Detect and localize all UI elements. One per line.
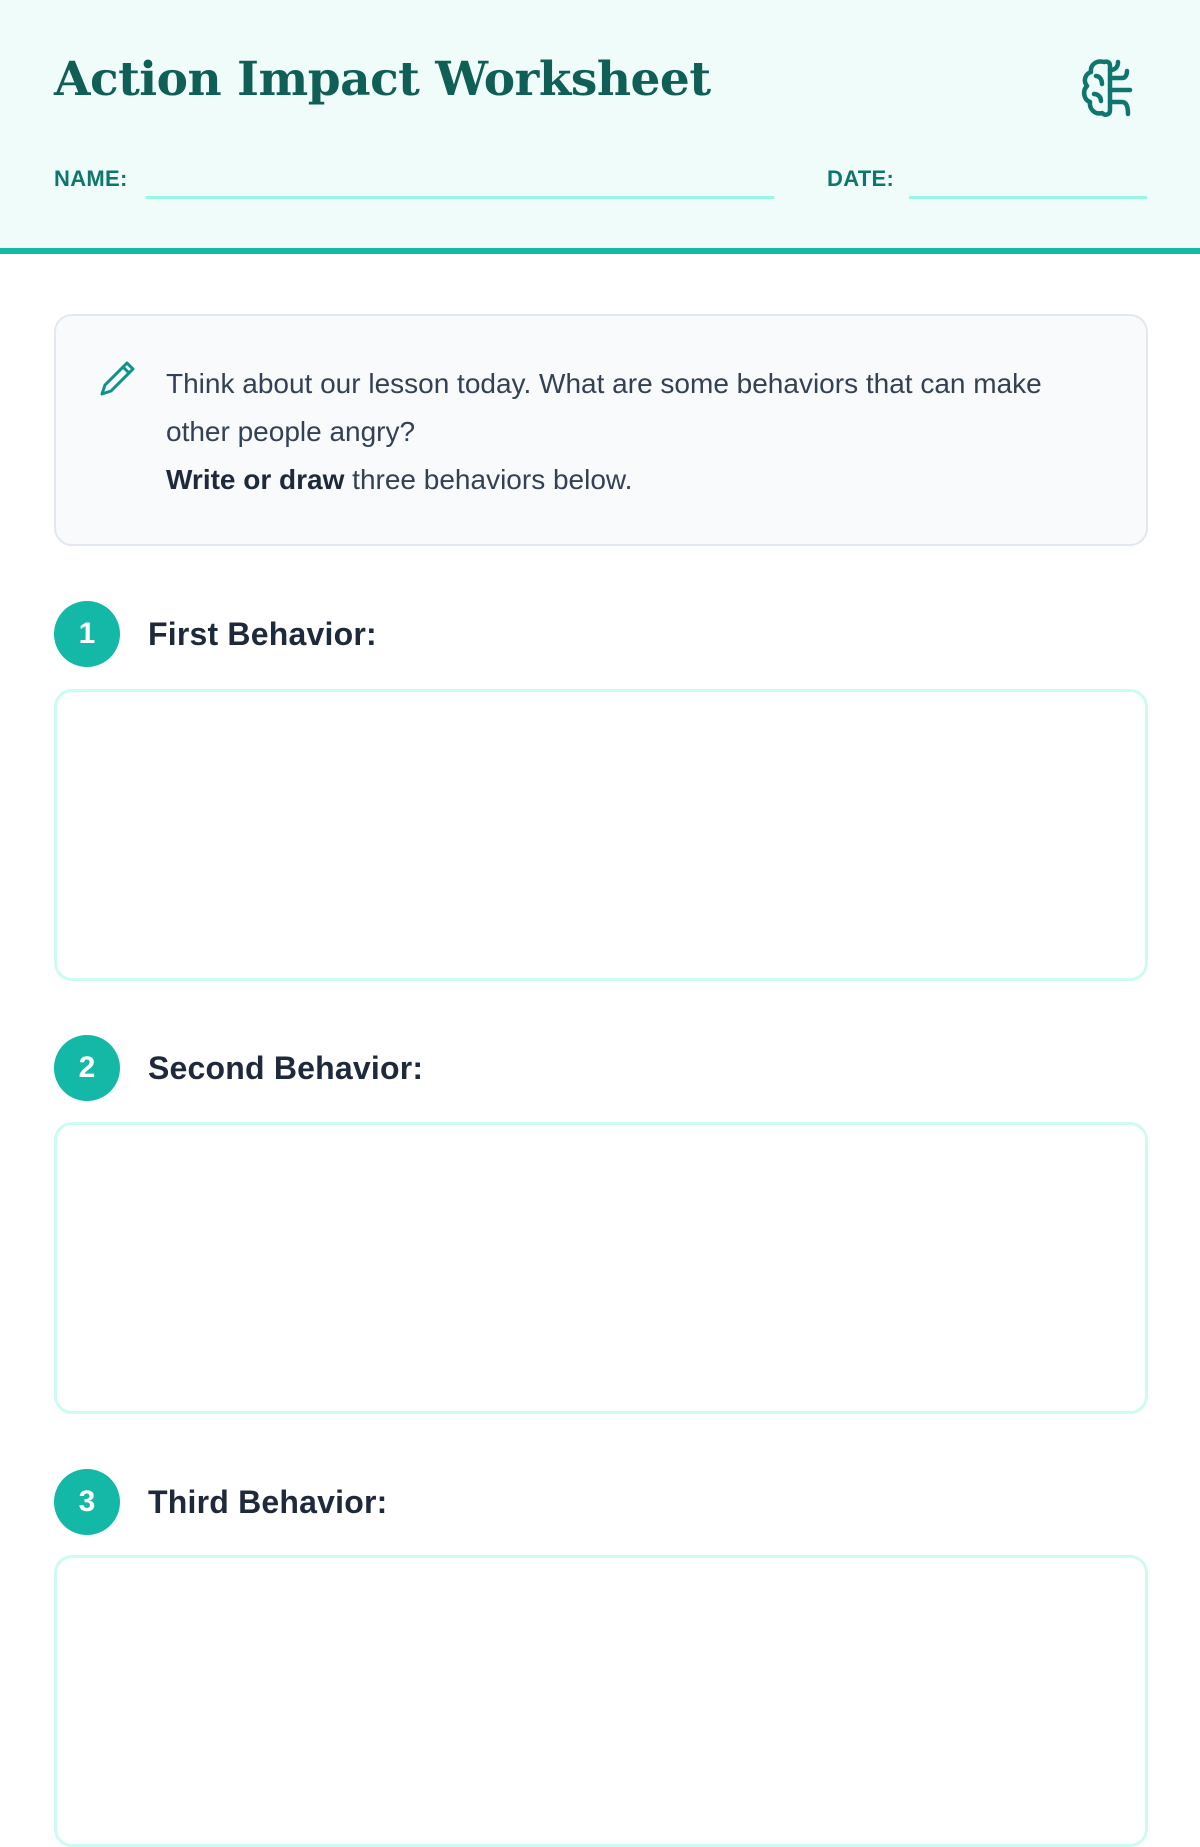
instructions-line-1: Think about our lesson today. What are some behaviors that can make other people angry? [166,368,1042,447]
answer-box-3[interactable] [54,1555,1148,1847]
date-line[interactable] [909,196,1147,199]
date-label: DATE: [827,166,895,191]
pencil-icon [98,358,138,398]
answer-box-2[interactable] [54,1122,1148,1414]
worksheet-header [0,0,1200,254]
instructions-box [54,314,1148,546]
instructions-text [166,360,1106,504]
brain-icon [1080,56,1142,120]
instructions-emphasis: Write or draw [166,464,345,495]
section-number-2: 2 [54,1035,120,1101]
section-number-1: 1 [54,601,120,667]
answer-box-1[interactable] [54,689,1148,981]
section-label-1: First Behavior: [148,616,377,652]
instructions-line-2: three behaviors below. [344,464,633,495]
name-label: NAME: [54,166,128,191]
name-line[interactable] [146,196,774,199]
section-label-2: Second Behavior: [148,1050,424,1086]
section-number-3: 3 [54,1469,120,1535]
section-label-3: Third Behavior: [148,1484,388,1520]
worksheet-title: Action Impact Worksheet [54,52,711,107]
